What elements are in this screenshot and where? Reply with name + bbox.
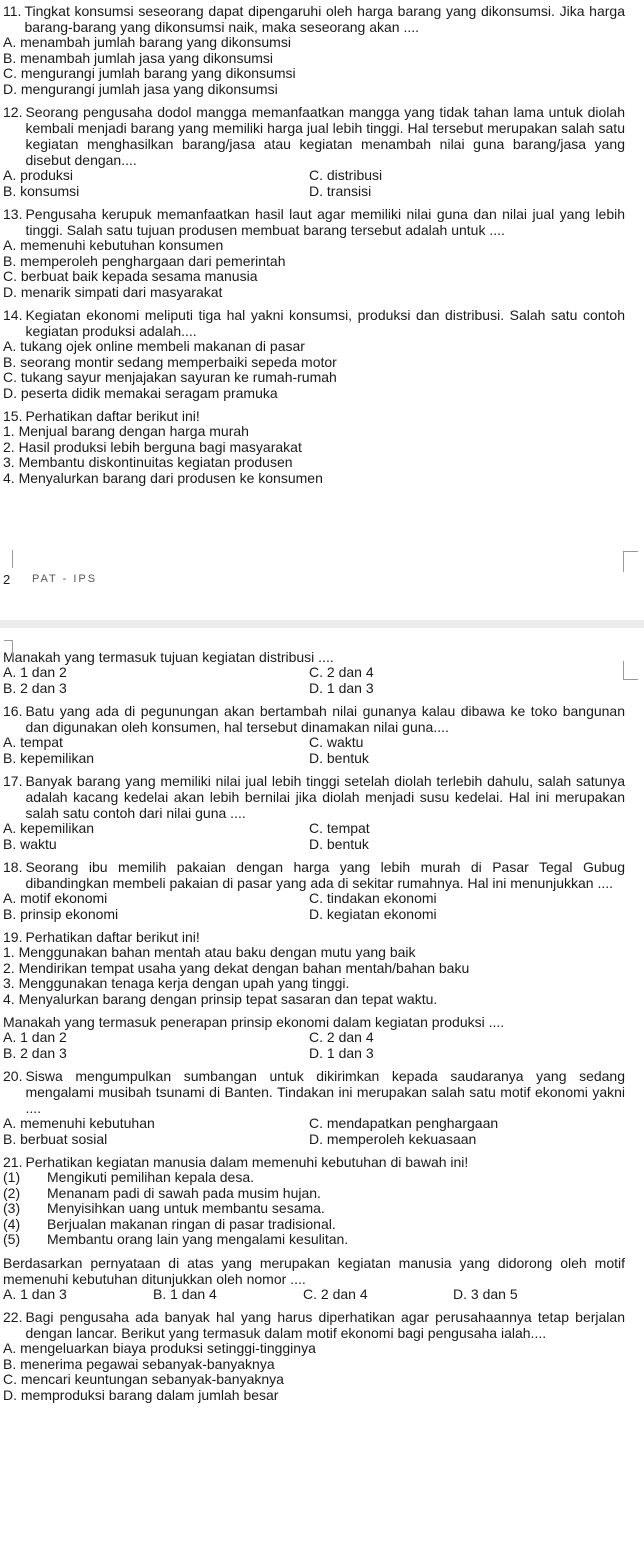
option-d: D. kegiatan ekonomi — [309, 905, 437, 922]
option-b: B. menerima pegawai sebanyak-banyaknya — [3, 1355, 275, 1372]
question-number: 15. — [3, 408, 23, 424]
option-d: D. bentuk — [309, 749, 369, 766]
page-number: 2 — [3, 572, 11, 587]
list-item: 3. Menggunakan tenaga kerja dengan upah yang tinggi. — [3, 975, 350, 991]
option-a: A. menambah jumlah barang yang dikonsumsi — [3, 34, 291, 50]
option-a: A. produksi — [3, 167, 74, 183]
question-stem: Seorang ibu memilih pakaian dengan harga yang lebih murah di Pasar Tegal Gubug dibandingkan membeli pakaian di pasar yang ada di sekitar rumahnya. Hal ini menunjukkan .... — [25, 859, 625, 891]
option-c: C. tukang sayur menjajakan sayuran ke rumah-rumah — [3, 369, 337, 385]
question-18 — [3, 859, 625, 922]
page-2 — [0, 628, 644, 1546]
question-11 — [3, 3, 625, 97]
question-19 — [3, 929, 625, 1061]
option-d: D. menarik simpati dari masyarakat — [3, 283, 223, 300]
question-number: 18. — [3, 859, 23, 875]
question-number: 16. — [3, 703, 23, 719]
question-stem: Tingkat konsumsi seseorang dapat dipengaruhi oleh harga barang yang dikonsumsi. Jika harga barang-barang yang dikonsumsi naik, maka seseorang akan .... — [24, 3, 625, 35]
item-number: (2) — [3, 1184, 21, 1201]
option-b: B. konsumsi — [3, 182, 80, 199]
question-number: 12. — [3, 104, 23, 120]
crop-mark — [4, 640, 13, 659]
crop-mark — [4, 550, 13, 568]
option-c: C. 2 dan 4 — [303, 1285, 368, 1302]
question-number: 14. — [3, 307, 23, 323]
question-14 — [3, 307, 625, 401]
option-b: B. prinsip ekonomi — [3, 905, 119, 922]
option-a: A. tukang ojek online membeli makanan di pasar — [3, 338, 305, 354]
list-item: 3. Membantu diskontinuitas kegiatan produsen — [3, 454, 293, 470]
list-item: 4. Menyalurkan barang dengan prinsip tepat sasaran dan tepat waktu. — [3, 990, 438, 1007]
question-number: 20. — [3, 1068, 23, 1084]
list-item: 1. Menjual barang dengan harga murah — [3, 423, 249, 439]
option-c: C. mendapatkan penghargaan — [309, 1115, 499, 1131]
page-1 — [0, 0, 644, 620]
crop-mark — [623, 661, 638, 680]
item-text: Membantu orang lain yang mengalami kesulitan. — [47, 1231, 349, 1247]
question-stem: Seorang pengusaha dodol mangga memanfaatkan mangga yang tidak tahan lama untuk diolah kembali menjadi barang yang memiliki harga jual lebih tinggi. Hal tersebut merupakan salah satu kegiatan menghasilkan barang/jasa atau kegiatan menambah nilai guna barang/jasa yang disebut dengan.... — [25, 104, 625, 168]
option-b: B. seorang montir sedang memperbaiki sepeda motor — [3, 353, 337, 370]
option-c: C. tempat — [309, 820, 370, 836]
item-text: Menyisihkan uang untuk membantu sesama. — [47, 1200, 325, 1216]
option-d: D. transisi — [309, 182, 372, 199]
question-number: 11. — [3, 3, 22, 19]
option-b: B. 1 dan 4 — [153, 1285, 217, 1302]
option-c: C. 2 dan 4 — [309, 1029, 374, 1045]
option-c: C. berbuat baik kepada sesama manusia — [3, 268, 258, 284]
question-stem: Siswa mengumpulkan sumbangan untuk dikirimkan kepada saudaranya yang sedang mengalami musibah tsunami di Banten. Tindakan ini merupakan salah satu motif ekonomi yakni .... — [25, 1068, 625, 1116]
option-c: C. mencari keuntungan sebanyak-banyaknya — [3, 1371, 284, 1387]
option-a: A. memenuhi kebutuhan konsumen — [3, 237, 224, 253]
option-d: D. peserta didik memakai seragam pramuka — [3, 384, 278, 401]
question-16 — [3, 703, 625, 766]
question-number: 13. — [3, 206, 23, 222]
question-prompt: Berdasarkan pernyataan di atas yang merupakan kegiatan manusia yang didorong oleh motif memenuhi kebutuhan ditunjukkan oleh nomor .... — [3, 1254, 625, 1287]
option-b: B. waktu — [3, 835, 57, 852]
item-number: (4) — [3, 1215, 21, 1232]
option-d: D. memproduksi barang dalam jumlah besar — [3, 1386, 279, 1403]
crop-mark — [623, 551, 638, 572]
option-a: A. mengeluarkan biaya produksi setinggi-tingginya — [3, 1340, 316, 1356]
list-item: 2. Hasil produksi lebih berguna bagi masyarakat — [3, 438, 302, 455]
item-number: (3) — [3, 1200, 21, 1216]
question-15-continued — [3, 649, 625, 696]
list-item: 2. Mendirikan tempat usaha yang dekat dengan bahan mentah/bahan baku — [3, 959, 470, 976]
question-stem: Perhatikan daftar berikut ini! — [25, 408, 200, 424]
option-c: C. mengurangi jumlah barang yang dikonsumsi — [3, 65, 296, 81]
option-a: A. 1 dan 2 — [3, 1029, 67, 1045]
question-number: 22. — [3, 1309, 23, 1325]
question-prompt: Manakah yang termasuk tujuan kegiatan distribusi .... — [3, 649, 334, 665]
page-1-content — [3, 3, 625, 493]
option-b: B. menambah jumlah jasa yang dikonsumsi — [3, 49, 274, 66]
question-22 — [3, 1309, 625, 1403]
question-prompt: Manakah yang termasuk penerapan prinsip ekonomi dalam kegiatan produksi .... — [3, 1014, 505, 1030]
question-21 — [3, 1154, 625, 1302]
page-2-content — [3, 649, 625, 1410]
option-b: B. 2 dan 3 — [3, 679, 67, 696]
list-item: 1. Menggunakan bahan mentah atau baku dengan mutu yang baik — [3, 944, 416, 960]
option-d: D. 1 dan 3 — [309, 679, 374, 696]
item-text: Menanam padi di sawah pada musim hujan. — [47, 1184, 321, 1201]
option-b: B. 2 dan 3 — [3, 1044, 67, 1061]
option-c: C. distribusi — [309, 167, 383, 183]
question-number: 19. — [3, 929, 23, 945]
option-c: C. 2 dan 4 — [309, 664, 374, 680]
question-number: 21. — [3, 1154, 23, 1170]
question-stem: Bagi pengusaha ada banyak hal yang harus diperhatikan agar perusahaannya tetap berjalan dengan lancar. Berikut yang termasuk dalam motif ekonomi bagi pengusaha ialah.... — [25, 1309, 625, 1341]
option-d: D. mengurangi jumlah jasa yang dikonsumsi — [3, 80, 278, 97]
option-d: D. 1 dan 3 — [309, 1044, 374, 1061]
item-text: Mengikuti pemilihan kepala desa. — [47, 1169, 255, 1185]
option-c: C. tindakan ekonomi — [309, 890, 437, 906]
question-number: 17. — [3, 773, 23, 789]
question-17 — [3, 773, 625, 852]
option-d: D. 3 dan 5 — [453, 1285, 518, 1302]
item-text: Berjualan makanan ringan di pasar tradisional. — [47, 1215, 336, 1232]
option-a: A. tempat — [3, 734, 63, 750]
question-stem: Kegiatan ekonomi meliputi tiga hal yakni konsumsi, produksi dan distribusi. Salah satu contoh kegiatan produksi adalah.... — [25, 307, 625, 339]
option-b: B. kepemilikan — [3, 749, 95, 766]
question-20 — [3, 1068, 625, 1147]
question-stem: Banyak barang yang memiliki nilai jual lebih tinggi setelah diolah terlebih dahulu, salah satunya adalah kacang kedelai akan lebih bernilai jika diolah menjadi susu kedelai. Hal ini merupakan salah satu contoh dari nilai guna .... — [25, 773, 625, 821]
option-b: B. memperoleh penghargaan dari pemerintah — [3, 252, 286, 269]
option-c: C. waktu — [309, 734, 364, 750]
item-number: (5) — [3, 1231, 21, 1247]
question-stem: Batu yang ada di pegunungan akan bertambah nilai gunanya kalau dibawa ke toko bangunan dan digunakan oleh konsumen, hal tersebut dinamakan nilai guna.... — [25, 703, 625, 735]
question-12 — [3, 104, 625, 199]
option-a: A. motif ekonomi — [3, 890, 108, 906]
option-a: A. 1 dan 2 — [3, 664, 67, 680]
option-a: A. memenuhi kebutuhan — [3, 1115, 155, 1131]
footer-title: PAT - IPS — [32, 573, 98, 585]
list-item: 4. Menyalurkan barang dari produsen ke konsumen — [3, 469, 323, 486]
question-13 — [3, 206, 625, 300]
question-15 — [3, 408, 625, 486]
question-stem: Pengusaha kerupuk memanfaatkan hasil laut agar memiliki nilai guna dan nilai jual yang lebih tinggi. Salah satu tujuan produsen membuat barang tersebut adalah untuk .... — [25, 206, 625, 238]
option-a: A. 1 dan 3 — [3, 1285, 67, 1302]
question-stem: Perhatikan kegiatan manusia dalam memenuhi kebutuhan di bawah ini! — [25, 1154, 469, 1170]
page-separator — [0, 620, 644, 628]
question-stem: Perhatikan daftar berikut ini! — [25, 929, 200, 945]
option-d: D. memperoleh kekuasaan — [309, 1130, 477, 1147]
option-d: D. bentuk — [309, 835, 369, 852]
option-a: A. kepemilikan — [3, 820, 95, 836]
option-b: B. berbuat sosial — [3, 1130, 108, 1147]
item-number: (1) — [3, 1169, 21, 1185]
